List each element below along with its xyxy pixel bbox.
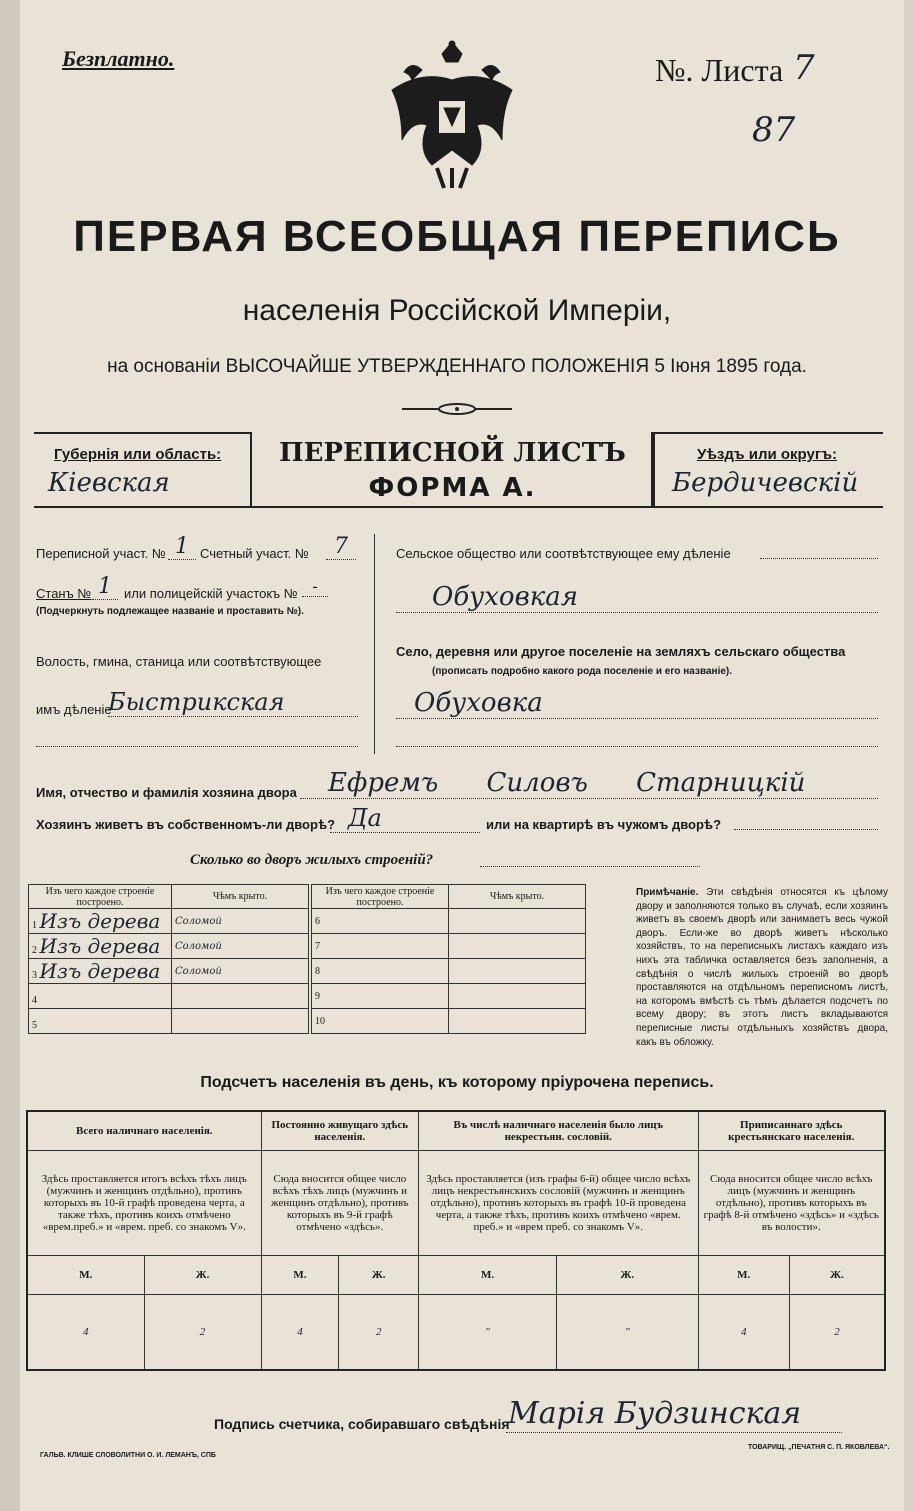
society-line [760,558,878,559]
building-row-number: 9 [312,984,449,1009]
building-row: 4 9 [29,984,586,1009]
building-row: 5 10 [29,1009,586,1034]
legal-basis: на основаніи ВЫСОЧАЙШЕ УТВЕРЖДЕННАГО ПОЛОЖЕНІЯ 5 Іюня 1895 года. [107,356,807,377]
society-value: Обуховкая [396,582,878,613]
col-material-left: Изъ чего каждое строеніе построено. [29,885,172,909]
police-value: - [302,578,328,597]
form-title: ПЕРЕПИСНОЙ ЛИСТЪ [279,438,626,468]
building-row-number: 6 [312,909,449,934]
building-roof: Соломой [172,934,309,959]
free-label: Безплатно. [62,46,175,71]
owner-name-label: Имя, отчество и фамилія хозяина двора [36,785,297,800]
document-subtitle: населенія Россійской Имперіи, [242,294,672,327]
male-count: 4 [261,1295,339,1371]
note-text: Эти свѣдѣнія относятся къ цѣлому двору и заполняются только въ случаѣ, если хозяинъ живетъ въ своемъ дворѣ или занимаетъ весь чужой дворъ. Если-же во дворѣ живетъ нѣсколько хозяйствъ, то на переписныхъ листахъ каждаго изъ нихъ эта табличка оставляется безъ заполненія, а свѣдѣнія о числѣ жилыхъ строеній во дворѣ проставляются на отдѣльномъ переписномъ листѣ, на которомъ вмѣстѣ съ тѣмъ дѣлается подсчетъ по всему двору; въ этотъ листъ вкладываются переписные листы отдѣльныхъ хозяйствъ двора, какъ въ обложку. [636,887,889,1048]
stan-label: Станъ № [36,586,92,601]
building-row: 3 Изъ дерева Соломой 8 [29,959,586,984]
male-count: " [419,1295,557,1371]
building-row: 1 Изъ дерева Соломой 6 [29,909,586,934]
document-title: ПЕРВАЯ ВСЕОБЩАЯ ПЕРЕПИСЬ [73,212,841,261]
volost-label-2: имъ дѣленіе [36,702,112,717]
own-yard-label: Хозяинъ живетъ въ собственномъ-ли дворѣ? [36,817,336,832]
note-title: Примѣчаніе. [636,887,699,898]
building-roof: Соломой [172,909,309,934]
col-roof-right: Чѣмъ крыто. [449,885,586,909]
rent-label: или на квартирѣ въ чужомъ дворѣ? [486,817,722,832]
sheet-number-value: 7 [793,48,815,88]
population-title: Подсчетъ населенія въ день, къ которому пріурочена перепись. [200,1074,714,1091]
female-label: Ж. [339,1256,419,1295]
pop-col-desc: Сюда вносится общее число всѣхъ лицъ (мужчинъ и женщинъ отдѣльно), противъ которыхъ въ графѣ 8-й отмѣчено «здѣсь» и «здѣсь въ волости». [698,1151,885,1256]
ornamental-divider [402,403,512,415]
building-row-number: 10 [312,1009,449,1034]
signature-value: Марія Будзинская [508,1396,802,1431]
building-material: Изъ дерева [39,959,161,983]
sheet-number-alt: 87 [752,110,796,150]
village-note: (прописать подробно какого рода поселеніе и его названіе). [432,666,733,677]
building-row-number: 7 [312,934,449,959]
pop-col-head: Въ числѣ наличнаго населенія было лицъ некрестьян. сословій. [419,1111,698,1151]
pop-col-head: Приписаннаго здѣсь крестьянскаго населенія. [698,1111,885,1151]
pop-col-desc: Здѣсь проставляется (изъ графы 6-й) общее число всѣхъ лицъ некрестьянскихъ сословій (мужчинъ и женщинъ отдѣльно), противъ которыхъ въ графѣ 10-й проведена черта, а также тѣхъ, противъ коихъ отмѣчено «врем. преб.» и «врем преб. со знакомъ V». [419,1151,698,1256]
society-label: Сельское общество или соотвѣтствующее ему дѣленіе [396,546,731,561]
village-extra-line [396,744,878,747]
sheet-number-label: №. Листа [655,52,784,88]
female-label: Ж. [144,1256,261,1295]
village-value: Обуховка [396,688,878,719]
male-label: М. [698,1256,789,1295]
police-label: или полицейскій участокъ № [124,586,298,601]
header-bottom-rule [34,506,883,508]
underline-note: (Подчеркнуть подлежащее названіе и проставить №). [36,606,304,617]
buildings-table [28,884,586,1034]
form-subtitle: ФОРМА А. [368,473,537,503]
col-material-right: Изъ чего каждое строеніе построено. [312,885,449,909]
printer-imprint-right: ТОВАРИЩ. „ПЕЧАТНЯ С. П. ЯКОВЛЕВА“. [748,1444,890,1451]
female-count: 2 [144,1295,261,1371]
female-label: Ж. [789,1256,885,1295]
col-roof-left: Чѣмъ крыто. [172,885,309,909]
volost-extra-line [36,744,358,747]
male-count: 4 [27,1295,144,1371]
imperial-eagle-emblem [382,40,522,190]
building-row-number: 8 [312,959,449,984]
gubernia-label: Губернія или область: [54,446,222,463]
signature-label: Подпись счетчика, собиравшаго свѣдѣнія [214,1416,510,1432]
male-count: 4 [698,1295,789,1371]
population-table [26,1110,886,1371]
building-material: Изъ дерева [39,909,161,933]
counting-area-value: 7 [326,534,356,560]
counting-area-label: Счетный участ. № [200,546,309,561]
signature-line [506,1432,842,1433]
building-roof: Соломой [172,959,309,984]
male-label: М. [27,1256,144,1295]
buildings-question: Сколько во дворъ жилыхъ строеній? [190,852,434,868]
census-area-value: 1 [168,534,196,560]
building-row: 2 Изъ дерева Соломой 7 [29,934,586,959]
buildings-note [636,886,888,1049]
female-label: Ж. [557,1256,698,1295]
admin-column-divider [374,534,375,754]
gubernia-value: Кіевская [48,468,170,498]
volost-value: Быстрикская [108,688,358,717]
volost-label: Волость, гмина, станица или соотвѣтствующее [36,654,322,669]
stan-value: 1 [92,574,118,600]
pop-col-desc: Здѣсь проставляется итогъ всѣхъ тѣхъ лицъ (мужчинъ и женщинъ отдѣльно), противъ которыхъ въ 10-й графѣ проведена черта, а также тѣхъ, противъ коихъ отмѣчено «врем.преб.» и «врем. преб. со знакомъ V». [27,1151,261,1256]
owner-name-value: Ефремъ Силовъ Старницкій [300,768,878,799]
female-count: 2 [339,1295,419,1371]
uezd-value: Бердичевскій [672,468,859,498]
female-count: " [557,1295,698,1371]
male-label: М. [419,1256,557,1295]
rent-line [734,829,878,830]
own-yard-value: Да [330,804,480,833]
pop-col-head: Постоянно живущаго здѣсь населенія. [261,1111,418,1151]
census-area-label: Переписной участ. № [36,546,166,561]
printer-imprint-left: ГАЛЬВ. КЛИШЕ СЛОВОЛИТНИ О. И. ЛЕМАНЪ, СПБ [40,1452,216,1459]
village-label: Село, деревня или другое поселеніе на земляхъ сельскаго общества [396,644,846,659]
female-count: 2 [789,1295,885,1371]
building-material: Изъ дерева [39,934,161,958]
pop-col-head: Всего наличнаго населенія. [27,1111,261,1151]
uezd-label: Уѣздъ или округъ: [697,446,838,463]
male-label: М. [261,1256,339,1295]
pop-col-desc: Сюда вносится общее число всѣхъ тѣхъ лицъ (мужчинъ и женщинъ отдѣльно), противъ которыхъ въ 9-й графѣ отмѣчено «здѣсь». [261,1151,418,1256]
buildings-count-line [480,866,700,867]
